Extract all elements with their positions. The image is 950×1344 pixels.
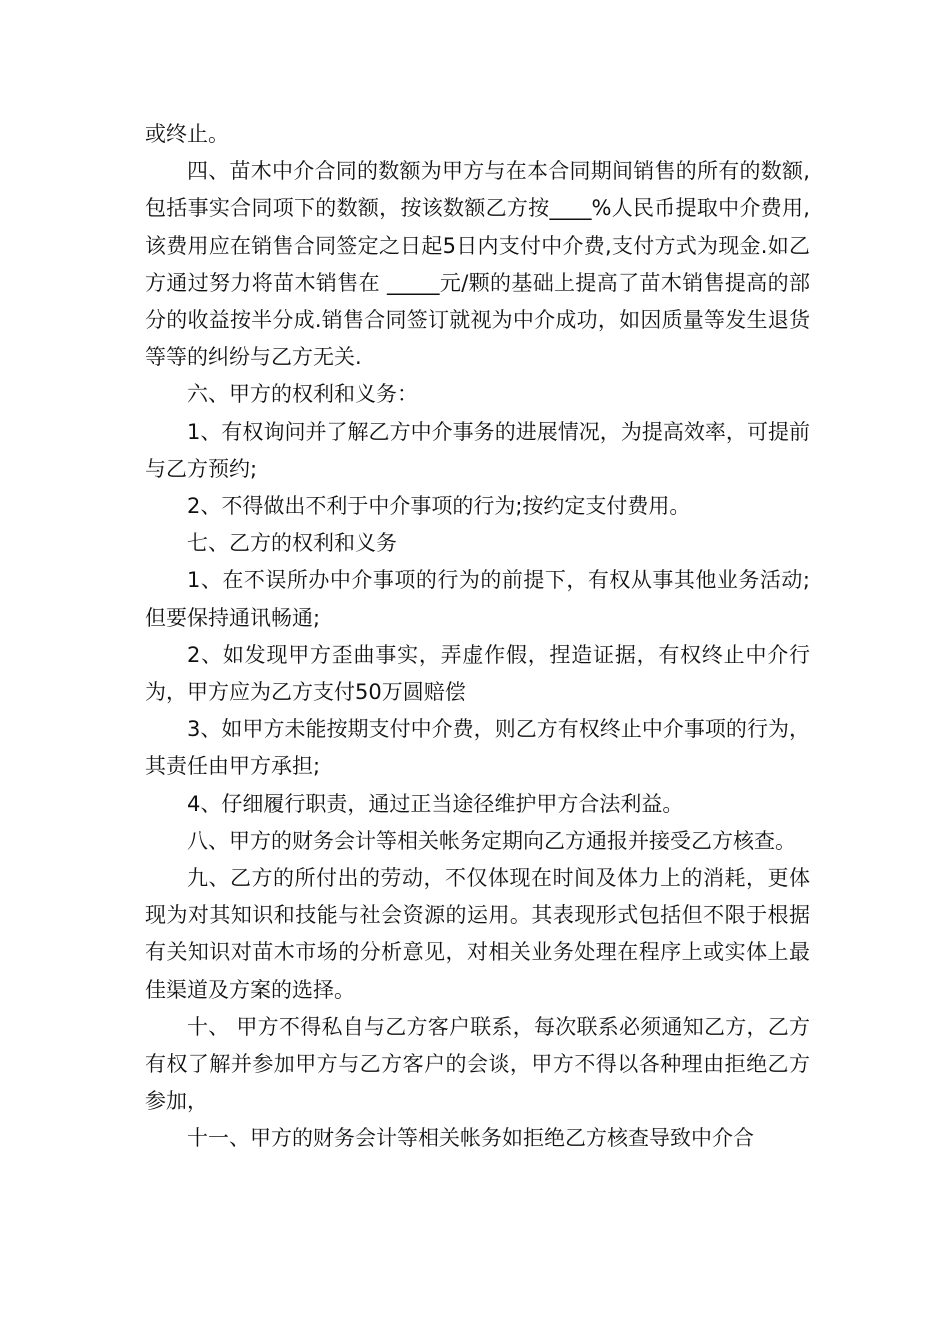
clause-9: 九、乙方的所付出的劳动，不仅体现在时间及体力上的消耗，更体现为对其知识和技能与社会资源的运用。其表现形式包括但不限于根据有关知识对苗木市场的分析意见，对相关业务处理在程序上或实体上最佳渠道及方案的选择。 [145, 866, 810, 1002]
clause-7-item-1: 1、在不误所办中介事项的行为的前提下，有权从事其他业务活动;但要保持通讯畅通; [145, 568, 810, 630]
clause-8: 八、甲方的财务会计等相关帐务定期向乙方通报并接受乙方核查。 [187, 828, 796, 853]
paragraph-continuation: 或终止。 [145, 122, 229, 146]
document-body [145, 116, 810, 1158]
clause-6-item-1: 1、有权询问并了解乙方中介事务的进展情况，为提高效率，可提前与乙方预约; [145, 419, 810, 481]
clause-7-item-2: 2、如发现甲方歪曲事实，弄虚作假，捏造证据，有权终止中介行为，甲方应为乙方支付50万圆赔偿 [145, 642, 810, 705]
clause-7-heading: 七、乙方的权利和义务 [187, 531, 397, 556]
clause-6-item-2: 2、不得做出不利于中介事项的行为;按约定支付费用。 [187, 494, 691, 519]
clause-6-heading: 六、甲方的权利和义务： [187, 382, 418, 407]
clause-7-item-3: 3、如甲方未能按期支付中介费，则乙方有权终止中介事项的行为，其责任由甲方承担; [145, 717, 810, 779]
clause-4-commission: 四、苗木中介合同的数额为甲方与在本合同期间销售的所有的数额,包括事实合同项下的数额，按该数额乙方按____%人民币提取中介费用,该费用应在销售合同签定之日起5日内支付中介费,支付方式为现金.如乙方通过努力将苗木销售在 _____元/颗的基础上提高了苗木销售提高的部分的收益按半分成.销售合同签订就视为中介成功，如因质量等发生退货等等的纠纷与乙方无关. [145, 159, 810, 370]
clause-11: 十一、甲方的财务会计等相关帐务如拒绝乙方核查导致中介合 [187, 1126, 754, 1151]
clause-7-item-4: 4、仔细履行职责，通过正当途径维护甲方合法利益。 [187, 791, 684, 816]
clause-10: 十、 甲方不得私自与乙方客户联系，每次联系必须通知乙方，乙方有权了解并参加甲方与乙方客户的会谈，甲方不得以各种理由拒绝乙方参加， [145, 1014, 810, 1114]
